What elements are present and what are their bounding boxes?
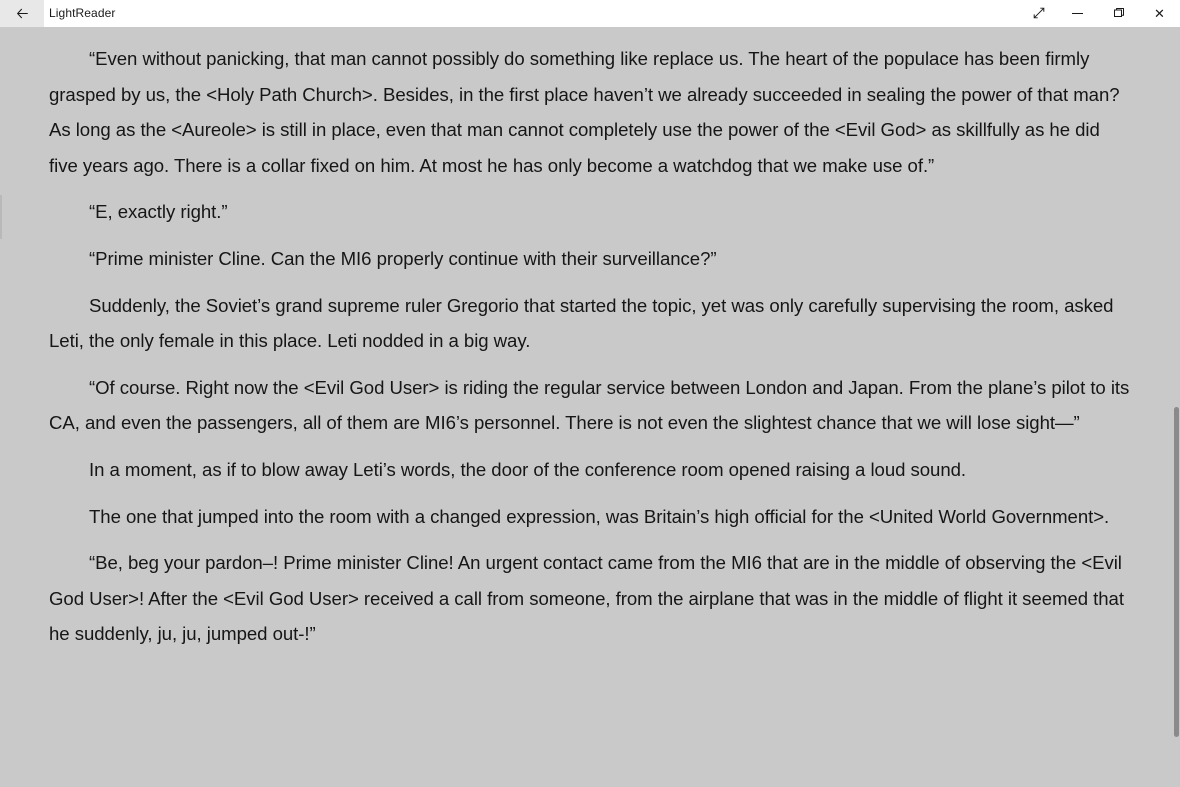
title-bar (0, 0, 1180, 27)
paragraph: Suddenly, the Soviet’s grand supreme ruler Gregorio that started the topic, yet was only carefully supervising the room, asked Leti, the only female in this place. Leti nodded in a big way. (49, 294, 1114, 352)
minimize-icon (1072, 13, 1083, 14)
left-gutter (0, 27, 11, 763)
arrow-left-icon (15, 6, 30, 21)
paragraph: “E, exactly right.” (89, 201, 228, 223)
app-title: LightReader (49, 6, 116, 20)
minimize-button[interactable] (1057, 0, 1098, 27)
left-gutter-marker (0, 195, 2, 217)
bottom-strip (0, 763, 1180, 787)
paragraph: “Even without panicking, that man cannot possibly do something like replace us. The heart of the populace has been firmly grasped by us, the <Holy Path Church>. Besides, in the first place haven’t we already succeeded in sealing the power of that man? As long as the <Aureole> is still in place, even that man cannot completely use the power of the <Evil God> as skillfully as he did five years ago. There is a collar fixed on him. At most he has only become a watchdog that we make use of.” (49, 48, 1120, 176)
paragraph: “Prime minister Cline. Can the MI6 properly continue with their surveillance?” (89, 247, 717, 269)
reader-content-area (0, 27, 1180, 763)
restore-icon (1113, 7, 1125, 19)
book-text-pane[interactable] (11, 27, 1169, 763)
close-button[interactable] (1139, 0, 1180, 27)
fullscreen-arrows-icon (1032, 6, 1046, 20)
vertical-scrollbar[interactable] (1169, 27, 1180, 763)
close-icon: ✕ (1154, 5, 1165, 21)
left-gutter-marker (0, 217, 2, 239)
fullscreen-button[interactable] (1021, 0, 1057, 27)
paragraph: In a moment, as if to blow away Leti’s words, the door of the conference room opened raising a loud sound. (89, 458, 967, 480)
paragraph: “Of course. Right now the <Evil God User> is riding the regular service between London and Japan. From the plane’s pilot to its CA, and even the passengers, all of them are MI6’s personnel. There is not even the slightest chance that we will lose sight—” (49, 376, 1130, 434)
maximize-button[interactable] (1098, 0, 1139, 27)
scrollbar-thumb[interactable] (1174, 407, 1179, 737)
back-button[interactable] (0, 0, 44, 27)
paragraph: The one that jumped into the room with a changed expression, was Britain’s high official for the <United World Government>. (89, 505, 1110, 527)
paragraph: “Be, beg your pardon–! Prime minister Cline! An urgent contact came from the MI6 that are in the middle of observing the <Evil God User>! After the <Evil God User> received a call from someone, from the airplane that was in the middle of flight it seemed that he suddenly, ju, ju, jumped out-!” (49, 552, 1124, 645)
